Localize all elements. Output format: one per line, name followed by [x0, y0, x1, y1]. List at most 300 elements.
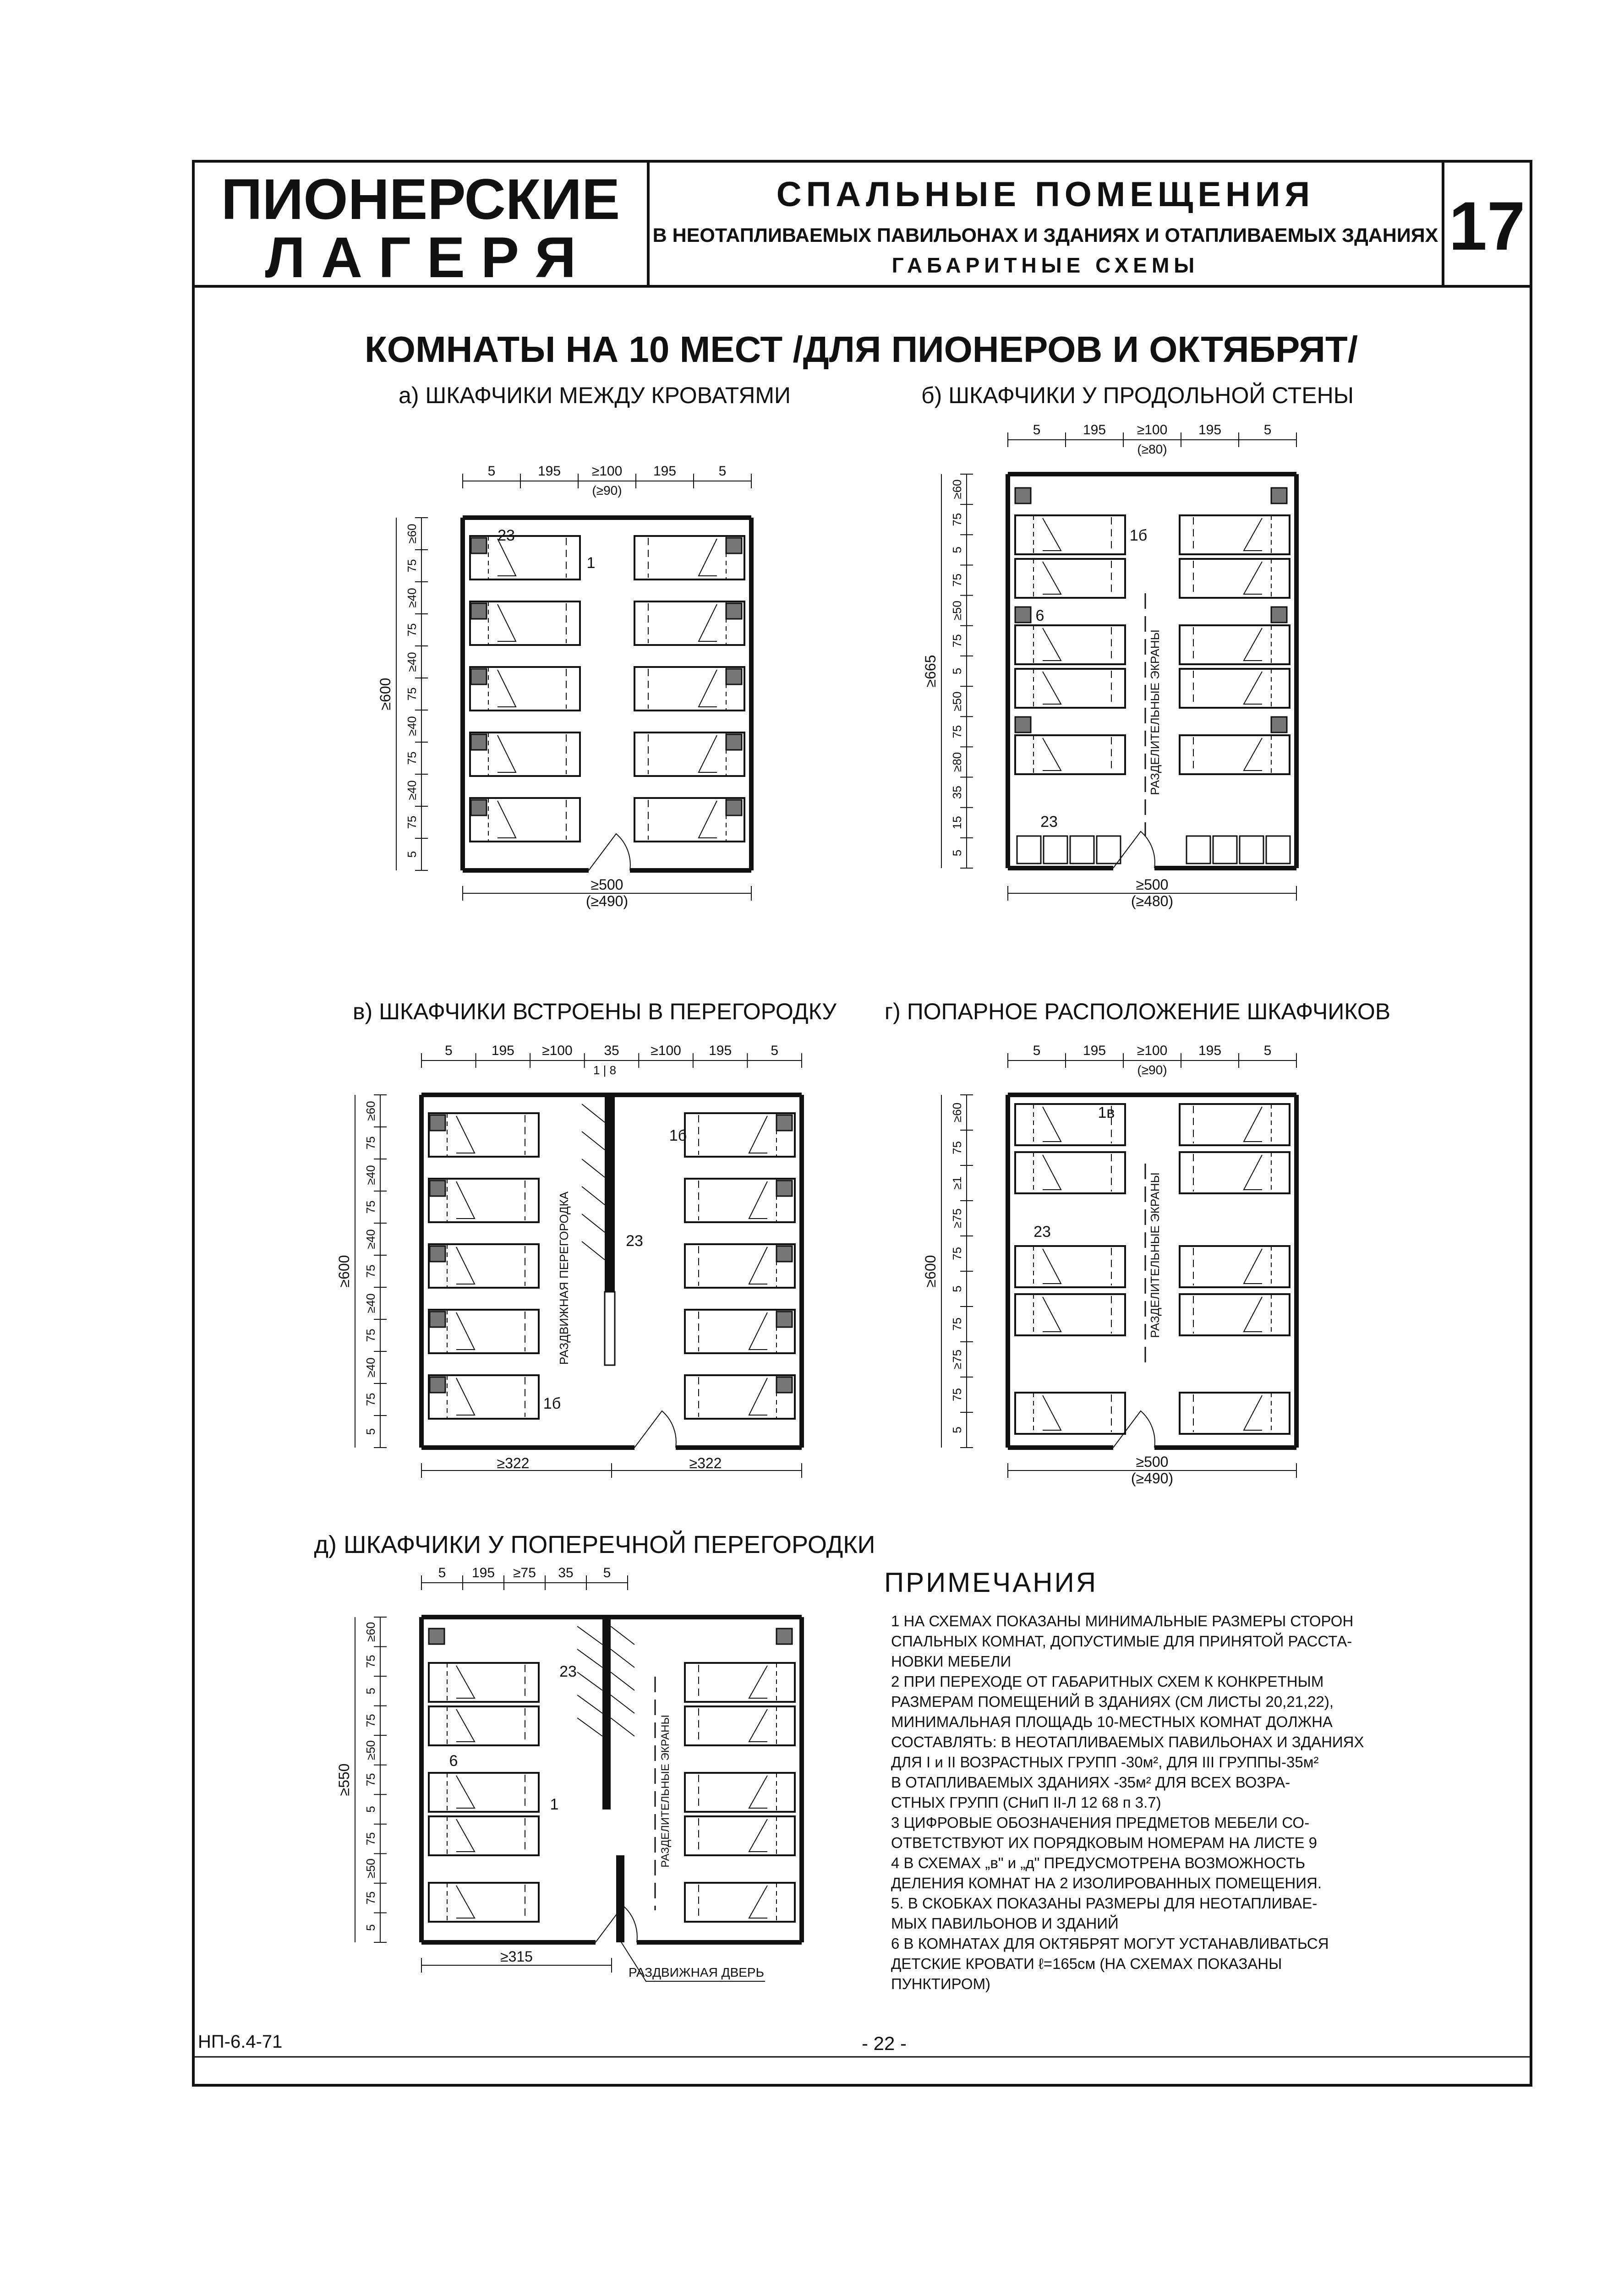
dim-label: 75 [405, 623, 419, 637]
blanket-fold [456, 1886, 475, 1918]
sheet-number: 17 [1449, 187, 1526, 264]
blanket-fold [1244, 628, 1262, 661]
dim-label: ≥60 [364, 1101, 377, 1121]
dim-label: ≥60 [950, 1102, 964, 1123]
locker [471, 669, 487, 684]
blanket-fold [1043, 1249, 1061, 1284]
bed-outline [1180, 1104, 1290, 1145]
bed-outline [1180, 735, 1290, 774]
dim-label: 5 [950, 1427, 964, 1433]
dim-label: 5 [1263, 422, 1272, 437]
partition-wall [605, 1095, 615, 1292]
dim-label: ≥50 [950, 601, 964, 621]
bed-outline [1180, 625, 1290, 664]
locker-row-item [1187, 836, 1210, 864]
locker [471, 538, 487, 553]
bed-outline [429, 1663, 539, 1702]
dim-label: 75 [950, 513, 964, 526]
dim-label: ≥75 [950, 1349, 964, 1370]
plan-b [922, 422, 1296, 909]
blanket-fold [749, 1709, 767, 1742]
bed [1180, 1294, 1290, 1335]
bed-outline [429, 1883, 539, 1922]
blanket-fold [456, 1181, 475, 1219]
blanket-fold [1244, 1297, 1262, 1332]
bed-outline [1180, 1152, 1290, 1193]
note-line: 5. В СКОБКАХ ПОКАЗАНЫ РАЗМЕРЫ ДЛЯ НЕОТАПЛИВАЕ- [891, 1895, 1318, 1912]
footer-code: НП-6.4-71 [198, 2032, 283, 2052]
dim-label: ≥500 [1136, 876, 1169, 893]
dim-label: ≥50 [364, 1740, 377, 1760]
locker-door [611, 1649, 634, 1667]
blanket-fold [749, 1886, 767, 1918]
dim-label: 5 [364, 1688, 377, 1695]
dim-label: ≥60 [364, 1622, 377, 1642]
locker [430, 1181, 445, 1196]
dim-total-label: ≥665 [922, 655, 939, 688]
bed [1180, 559, 1290, 598]
dim-label: 5 [950, 547, 964, 553]
bed [685, 1883, 795, 1922]
dim-label: 35 [558, 1565, 574, 1580]
locker [1271, 488, 1287, 503]
blanket-fold [749, 1378, 767, 1415]
bed-outline [1015, 669, 1125, 708]
dim-label: ≥60 [405, 524, 419, 544]
blanket-fold [456, 1709, 475, 1742]
blanket-fold [1043, 628, 1061, 661]
locker-door [582, 1104, 605, 1122]
door-swing [589, 834, 630, 870]
sheet-frame [193, 161, 1531, 2085]
blanket-fold [1244, 738, 1262, 771]
dim-label: 5 [438, 1565, 446, 1580]
locker-door [582, 1132, 605, 1150]
dim-label: 35 [604, 1043, 619, 1058]
footer-page: - 22 - [861, 2033, 907, 2054]
bed-outline [429, 1706, 539, 1745]
bed-outline [1015, 559, 1125, 598]
notes-list [891, 1613, 1364, 1992]
caption-g: г) ПОПАРНОЕ РАСПОЛОЖЕНИЕ ШКАФЧИКОВ [884, 999, 1391, 1024]
built-in-lockers [605, 1292, 615, 1365]
bed [685, 1816, 795, 1855]
blanket-fold [749, 1776, 767, 1808]
note-line: ДЕТСКИЕ КРОВАТИ ℓ=165см (НА СХЕМАХ ПОКАЗАНЫ [891, 1955, 1282, 1972]
dim-label: 195 [1083, 422, 1106, 437]
dim-label: ≥500 [591, 876, 623, 893]
dim-label: 75 [364, 1714, 377, 1727]
dim-label: 195 [1083, 1043, 1106, 1058]
plan-v [336, 1043, 802, 1478]
bed [1015, 1393, 1125, 1434]
furniture-number: 6 [1035, 607, 1044, 624]
blanket-fold [749, 1181, 767, 1219]
locker [1015, 717, 1031, 733]
blanket-fold [699, 735, 717, 772]
dim-label: 5 [1033, 422, 1041, 437]
dim-label: 35 [950, 786, 964, 799]
dim-label: 195 [491, 1043, 514, 1058]
dim-label: 75 [364, 1832, 377, 1846]
dim-label: 15 [950, 816, 964, 830]
blanket-fold [1043, 672, 1061, 704]
dim-label: 75 [364, 1891, 377, 1905]
dim-label: ≥40 [405, 588, 419, 608]
note-line: МИНИМАЛЬНАЯ ПЛОЩАДЬ 10-МЕСТНЫХ КОМНАТ ДОЛЖНА [891, 1713, 1333, 1730]
bed [1180, 1104, 1290, 1145]
plan-g [922, 1043, 1296, 1487]
bed-outline [685, 1816, 795, 1855]
blanket-fold [456, 1819, 475, 1852]
furniture-number: 6 [449, 1752, 458, 1770]
furniture-number: 1б [543, 1395, 561, 1412]
bed [1015, 625, 1125, 664]
dim-label: 5 [364, 1428, 377, 1435]
locker [429, 1629, 444, 1644]
bed-outline [685, 1773, 795, 1812]
dim-label: 5 [603, 1565, 611, 1580]
blanket-fold [749, 1116, 767, 1153]
dim-label: 195 [709, 1043, 732, 1058]
dim-label: ≥315 [500, 1948, 533, 1965]
locker-door [582, 1214, 605, 1232]
dim-total-label: ≥600 [336, 1255, 352, 1288]
locker [471, 800, 487, 815]
bed-outline [429, 1773, 539, 1812]
locker-door [611, 1672, 634, 1690]
dim-label: ≥50 [364, 1859, 377, 1879]
note-line: МЫХ ПАВИЛЬОНОВ И ЗДАНИЙ [891, 1915, 1119, 1932]
locker-door [577, 1672, 602, 1690]
screens-label: РАЗДЕЛИТЕЛЬНЫЕ ЭКРАНЫ [1148, 1172, 1162, 1338]
dim-label: 5 [950, 849, 964, 857]
bed-outline [1180, 1393, 1290, 1434]
locker [776, 1246, 792, 1262]
dim-label: ≥100 [1137, 1043, 1168, 1058]
dim-label: 195 [1198, 1043, 1222, 1058]
dim-label: ≥1 [950, 1176, 964, 1190]
locker [776, 1377, 792, 1393]
locker-row-item [1240, 836, 1263, 864]
dim-label: 5 [771, 1043, 779, 1058]
dim-label: 75 [405, 559, 419, 573]
blanket-fold [699, 801, 717, 838]
note-line: СОСТАВЛЯТЬ: В НЕОТАПЛИВАЕМЫХ ПАВИЛЬОНАХ И ЗДАНИЯХ [891, 1733, 1364, 1750]
bed [1015, 1246, 1125, 1287]
bed-outline [1180, 1246, 1290, 1287]
bed [429, 1663, 539, 1702]
dim-label: 75 [364, 1328, 377, 1342]
locker-door [582, 1186, 605, 1205]
bed [1180, 625, 1290, 664]
dim-label: 75 [364, 1264, 377, 1278]
dim-label: 75 [405, 815, 419, 829]
blanket-fold [456, 1666, 475, 1698]
locker-row-item [1017, 836, 1041, 864]
bed-outline [1015, 735, 1125, 774]
blanket-fold [749, 1247, 767, 1284]
locker-door [582, 1241, 605, 1260]
note-line: 4 В СХЕМАХ „в" и „д" ПРЕДУСМОТРЕНА ВОЗМОЖНОСТЬ [891, 1854, 1306, 1871]
locker [726, 603, 742, 619]
dim-label: 75 [950, 574, 964, 587]
plan-a [377, 464, 751, 909]
screens-label: РАЗДЕЛИТЕЛЬНЫЕ ЭКРАНЫ [1148, 629, 1162, 795]
locker [726, 669, 742, 684]
locker [1015, 488, 1031, 503]
locker-door [611, 1626, 634, 1645]
furniture-number: 1в [1098, 1104, 1115, 1121]
dim-label: 75 [950, 1247, 964, 1260]
bed [1180, 1152, 1290, 1193]
sheet-title: СПАЛЬНЫЕ ПОМЕЩЕНИЯ [776, 175, 1315, 214]
blanket-fold [749, 1312, 767, 1350]
dim-label: 75 [405, 751, 419, 765]
blanket-fold [1043, 562, 1061, 594]
dim-label: ≥60 [950, 479, 964, 499]
partition-label: РАЗДВИЖНАЯ ПЕРЕГОРОДКА [557, 1191, 571, 1365]
dim-sub-label: (≥80) [1137, 442, 1167, 456]
main-title: КОМНАТЫ НА 10 МЕСТ /ДЛЯ ПИОНЕРОВ И ОКТЯБРЯТ/ [364, 329, 1358, 370]
bed [685, 1706, 795, 1745]
blanket-fold [699, 670, 717, 707]
blanket-fold [1244, 562, 1262, 594]
dim-label: 5 [950, 667, 964, 675]
locker [726, 734, 742, 750]
locker-row-item [1097, 836, 1121, 864]
locker [471, 734, 487, 750]
dim-label: ≥40 [364, 1357, 377, 1378]
note-line: СПАЛЬНЫХ КОМНАТ, ДОПУСТИМЫЕ ДЛЯ ПРИНЯТОЙ РАССТА- [891, 1633, 1352, 1650]
blanket-fold [498, 801, 516, 838]
note-line: НОВКИ МЕБЕЛИ [891, 1653, 1012, 1670]
dim-total-label: ≥600 [922, 1255, 939, 1288]
blanket-fold [1244, 518, 1262, 551]
locker [776, 1629, 792, 1644]
bed [1180, 515, 1290, 554]
blanket-fold [1244, 1155, 1262, 1190]
door-swing [1113, 831, 1155, 868]
dim-label: 5 [487, 464, 496, 479]
dim-label: 5 [1263, 1043, 1272, 1058]
sliding-door [616, 1855, 624, 1942]
blanket-fold [1244, 1107, 1262, 1142]
bed-outline [1015, 515, 1125, 554]
locker-door [577, 1649, 602, 1667]
note-line: СТНЫХ ГРУПП (СНиП II-Л 12 68 п 3.7) [891, 1794, 1161, 1811]
bed-outline [1015, 1393, 1125, 1434]
note-line: В ОТАПЛИВАЕМЫХ ЗДАНИЯХ -35м² ДЛЯ ВСЕХ ВОЗРА- [891, 1774, 1290, 1791]
furniture-number: 23 [559, 1663, 577, 1680]
dim-sub-label: 1 | 8 [593, 1063, 617, 1077]
locker [430, 1115, 445, 1131]
blanket-fold [1043, 1297, 1061, 1332]
caption-v: в) ШКАФЧИКИ ВСТРОЕНЫ В ПЕРЕГОРОДКУ [352, 999, 837, 1024]
dim-label: (≥490) [585, 893, 629, 909]
note-line: 2 ПРИ ПЕРЕХОДЕ ОТ ГАБАРИТНЫХ СХЕМ К КОНКРЕТНЫМ [891, 1673, 1324, 1690]
blanket-fold [699, 539, 717, 576]
bed-outline [1180, 669, 1290, 708]
bed [429, 1706, 539, 1745]
bed [1015, 1152, 1125, 1193]
dim-label: ≥40 [405, 716, 419, 736]
dim-label: ≥500 [1136, 1454, 1169, 1470]
bed [1180, 735, 1290, 774]
note-line: ОТВЕТСТВУЮТ ИХ ПОРЯДКОВЫМ НОМЕРАМ НА ЛИСТЕ 9 [891, 1834, 1318, 1851]
locker [430, 1246, 445, 1262]
sheet-subtitle-2: ГАБАРИТНЫЕ СХЕМЫ [891, 253, 1199, 277]
series-title-line1: ПИОНЕРСКИЕ [221, 168, 620, 231]
blanket-fold [1244, 1395, 1262, 1430]
caption-d: д) ШКАФЧИКИ У ПОПЕРЕЧНОЙ ПЕРЕГОРОДКИ [314, 1531, 875, 1558]
caption-a: а) ШКАФЧИКИ МЕЖДУ КРОВАТЯМИ [399, 383, 791, 408]
bed-outline [1015, 625, 1125, 664]
blanket-fold [699, 604, 717, 641]
locker [776, 1115, 792, 1131]
locker [776, 1312, 792, 1327]
bed [1180, 669, 1290, 708]
dim-label: ≥100 [651, 1043, 681, 1058]
dim-label: ≥75 [513, 1565, 536, 1580]
locker [471, 603, 487, 619]
blanket-fold [1043, 1155, 1061, 1190]
dim-label: (≥480) [1131, 893, 1174, 909]
bed [685, 1773, 795, 1812]
dim-label: 5 [364, 1924, 377, 1931]
bed [1015, 559, 1125, 598]
blanket-fold [1043, 738, 1061, 771]
blanket-fold [1244, 1249, 1262, 1284]
bed [429, 1773, 539, 1812]
dim-label: ≥100 [1137, 422, 1168, 437]
dim-label: 195 [1198, 422, 1222, 437]
bed-outline [685, 1883, 795, 1922]
locker-door [577, 1718, 602, 1736]
blanket-fold [749, 1666, 767, 1698]
bed-outline [1015, 1246, 1125, 1287]
locker-row-item [1266, 836, 1290, 864]
door-swing [634, 1411, 676, 1448]
note-line: РАЗМЕРАМ ПОМЕЩЕНИЙ В ЗДАНИЯХ (СМ ЛИСТЫ 20,21,22), [891, 1693, 1334, 1710]
locker-row-item [1044, 836, 1067, 864]
blanket-fold [456, 1312, 475, 1350]
caption-b: б) ШКАФЧИКИ У ПРОДОЛЬНОЙ СТЕНЫ [921, 383, 1354, 408]
blanket-fold [498, 539, 516, 576]
dim-label: 75 [950, 1388, 964, 1401]
bed [429, 1883, 539, 1922]
locker [726, 538, 742, 553]
dim-label: (≥490) [1131, 1470, 1174, 1487]
door-label: РАЗДВИЖНАЯ ДВЕРЬ [629, 1965, 764, 1979]
blanket-fold [1043, 1107, 1061, 1142]
dim-label: 75 [364, 1655, 377, 1668]
bed [1180, 1393, 1290, 1434]
dim-label: 5 [405, 851, 419, 858]
dim-sub-label: (≥90) [592, 483, 622, 497]
bed [1015, 669, 1125, 708]
dim-sub-label: (≥90) [1137, 1063, 1167, 1077]
note-line: 3 ЦИФРОВЫЕ ОБОЗНАЧЕНИЯ ПРЕДМЕТОВ МЕБЕЛИ СО- [891, 1814, 1310, 1831]
dim-label: 75 [950, 1317, 964, 1331]
bed-outline [1180, 559, 1290, 598]
locker [776, 1181, 792, 1196]
blanket-fold [498, 604, 516, 641]
furniture-number: 23 [498, 527, 515, 544]
bed-outline [685, 1663, 795, 1702]
furniture-number: 1б [669, 1127, 687, 1144]
locker-door [611, 1695, 634, 1713]
dim-label: 75 [950, 1141, 964, 1154]
locker [1271, 717, 1287, 733]
locker-row-item [1213, 836, 1237, 864]
screens-label: РАЗДЕЛИТЕЛЬНЫЕ ЭКРАНЫ [659, 1715, 672, 1868]
dim-label: 75 [364, 1773, 377, 1787]
dim-label: ≥100 [542, 1043, 573, 1058]
blanket-fold [456, 1116, 475, 1153]
locker-door [611, 1718, 634, 1736]
dim-label: 75 [950, 634, 964, 648]
dim-label: 5 [444, 1043, 453, 1058]
locker-door [582, 1159, 605, 1177]
note-line: ДЛЯ I и II ВОЗРАСТНЫХ ГРУПП -30м², ДЛЯ III ГРУППЫ-35м² [891, 1754, 1319, 1771]
dim-label: 5 [718, 464, 727, 479]
dim-label: 195 [471, 1565, 495, 1580]
dim-label: ≥100 [591, 464, 623, 479]
note-line: 1 НА СХЕМАХ ПОКАЗАНЫ МИНИМАЛЬНЫЕ РАЗМЕРЫ СТОРОН [891, 1613, 1354, 1629]
bed-outline [1180, 515, 1290, 554]
locker [430, 1312, 445, 1327]
dim-label: 195 [537, 464, 561, 479]
furniture-number: 1 [586, 554, 596, 572]
dim-total-label: ≥550 [336, 1763, 352, 1796]
dim-label: 5 [364, 1806, 377, 1813]
bed-outline [1015, 1152, 1125, 1193]
note-line: ДЕЛЕНИЯ КОМНАТ НА 2 ИЗОЛИРОВАННЫХ ПОМЕЩЕНИЯ. [891, 1875, 1322, 1891]
furniture-number: 1б [1129, 527, 1148, 544]
dim-label: 5 [1033, 1043, 1041, 1058]
furniture-number: 23 [626, 1232, 643, 1250]
locker [1015, 607, 1031, 623]
bed-outline [1180, 1294, 1290, 1335]
note-line: 6 В КОМНАТАХ ДЛЯ ОКТЯБРЯТ МОГУТ УСТАНАВЛИВАТЬСЯ [891, 1935, 1329, 1952]
dim-label: ≥322 [497, 1455, 530, 1471]
furniture-number: 23 [1033, 1223, 1051, 1241]
dim-label: ≥40 [364, 1165, 377, 1185]
blanket-fold [456, 1776, 475, 1808]
bed [1015, 1294, 1125, 1335]
bed [685, 1663, 795, 1702]
partition-wall [602, 1617, 611, 1809]
dim-label: ≥40 [364, 1229, 377, 1249]
dim-label: ≥75 [950, 1208, 964, 1229]
plan-d [336, 1565, 802, 1981]
locker-door [577, 1626, 602, 1645]
bed [1015, 735, 1125, 774]
bed-outline [685, 1706, 795, 1745]
blanket-fold [1043, 1395, 1061, 1430]
bed-outline [1015, 1294, 1125, 1335]
bed-outline [429, 1816, 539, 1855]
locker [430, 1377, 445, 1393]
locker-row-item [1070, 836, 1094, 864]
door-swing [1113, 1411, 1155, 1448]
dim-label: ≥40 [364, 1293, 377, 1313]
bed [429, 1816, 539, 1855]
dim-label: ≥80 [950, 752, 964, 772]
locker [726, 800, 742, 815]
dim-label: 5 [950, 1285, 964, 1292]
